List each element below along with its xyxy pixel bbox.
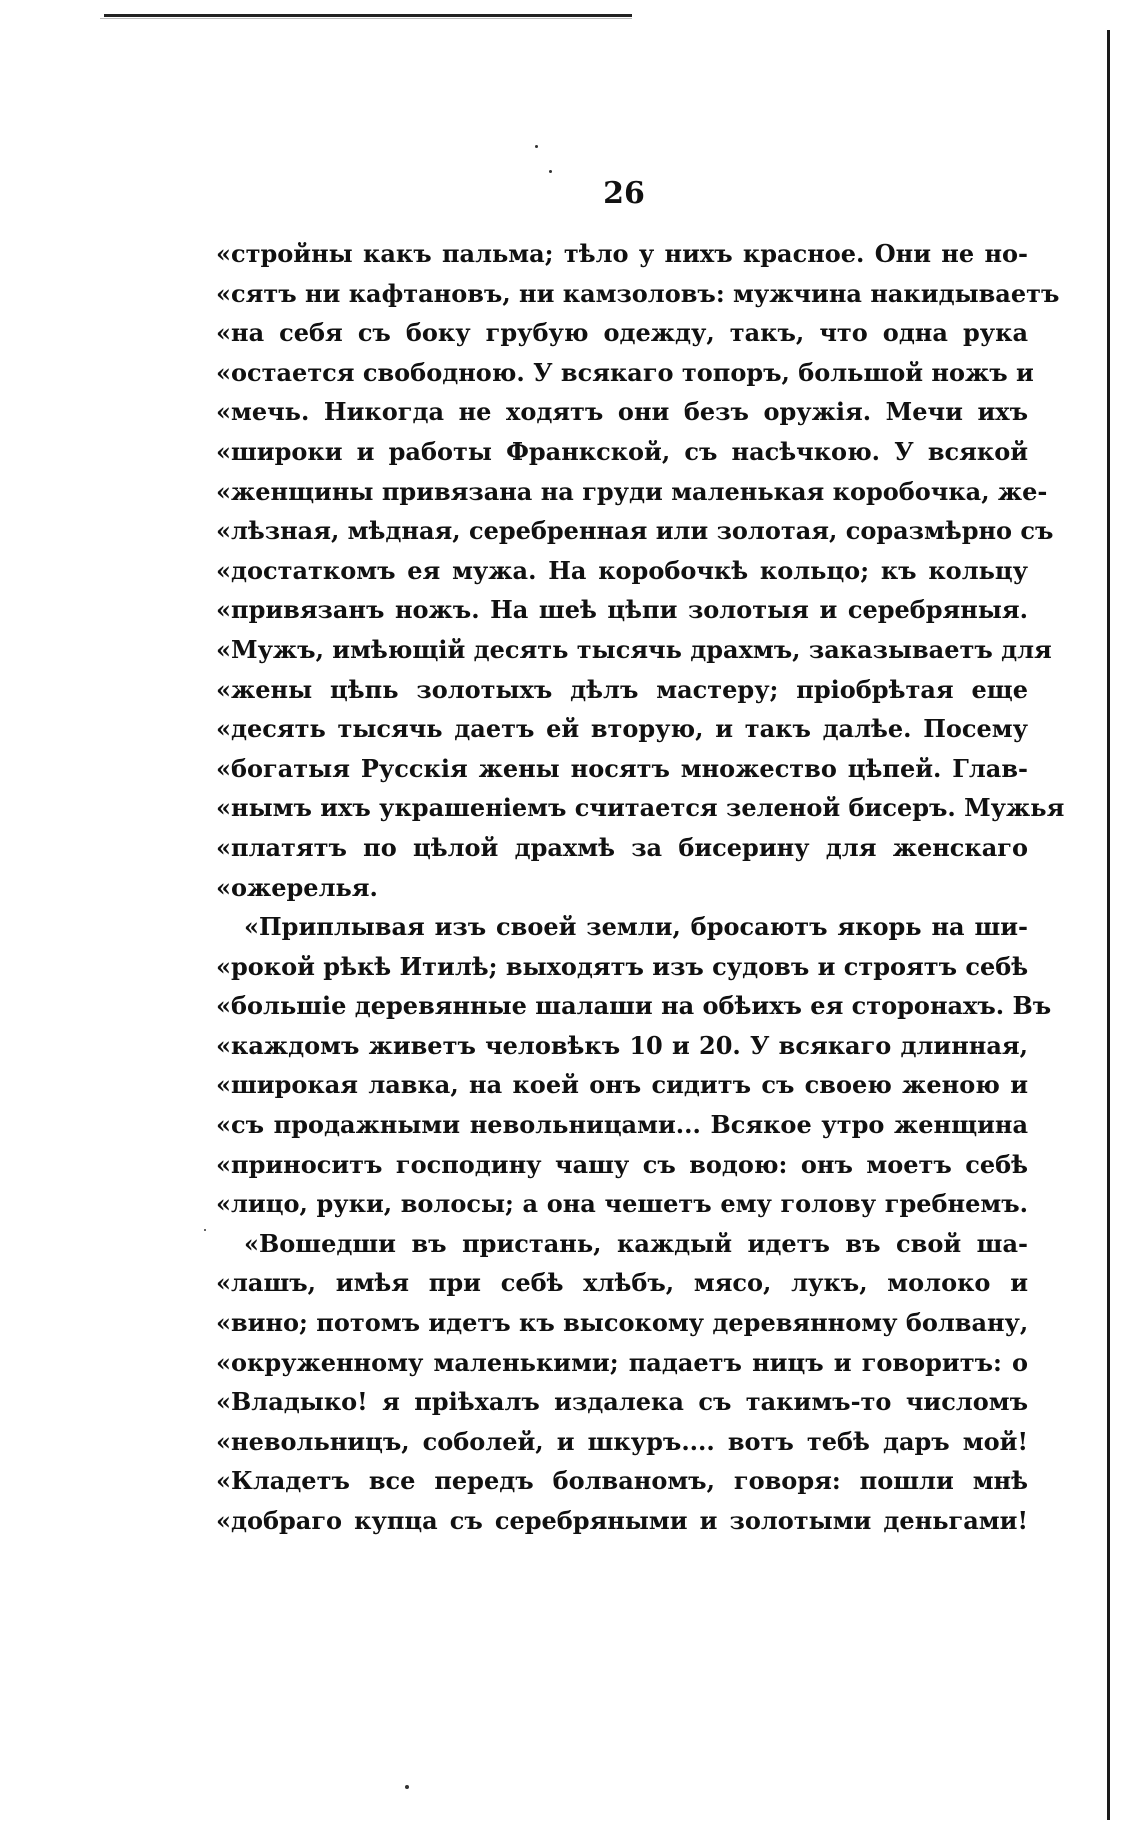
text-line: «платятъ по цѣлой драхмѣ за бисерину для женскаго xyxy=(216,832,1028,862)
scan-speck xyxy=(204,1229,206,1231)
text-line: «съ продажными невольницами... Всякое утро женщина xyxy=(216,1110,1028,1140)
body-text xyxy=(216,234,1065,1541)
top-rule-shadow xyxy=(100,18,632,19)
text-line: «лѣзная, мѣдная, серебренная или золотая, соразмѣрно съ xyxy=(216,516,1054,546)
text-line: «невольницъ, соболей, и шкуръ.... вотъ тебѣ даръ мой! xyxy=(216,1426,1028,1456)
page-edge-line xyxy=(1107,30,1110,1820)
text-line: «лашъ, имѣя при себѣ хлѣбъ, мясо, лукъ, молоко и xyxy=(216,1268,1028,1298)
text-line: «каждомъ живетъ человѣкъ 10 и 20. У всякаго длинная, xyxy=(216,1030,1028,1060)
text-line: «ожерелья. xyxy=(216,872,378,902)
text-line: «на себя съ боку грубую одежду, такъ, что одна рука xyxy=(216,318,1028,348)
text-line: «Владыко! я пріѣхалъ издалека съ такимъ-то числомъ xyxy=(216,1387,1028,1417)
text-line: «вино; потомъ идетъ къ высокому деревянному болвану, xyxy=(216,1308,1029,1338)
text-line: «Мужъ, имѣющій десять тысячь драхмъ, заказываетъ для xyxy=(216,634,1052,664)
paragraph-first-line: «Приплывая изъ своей земли, бросаютъ якорь на ши- xyxy=(244,912,1028,942)
text-line: «стройны какъ пальма; тѣло у нихъ красное. Они не но- xyxy=(216,239,1028,268)
text-line: «широкая лавка, на коей онъ сидитъ съ своею женою и xyxy=(216,1070,1028,1100)
scan-speck xyxy=(549,170,552,173)
text-line: «десять тысячь даетъ ей вторую, и такъ далѣе. Посему xyxy=(216,714,1028,744)
text-line: «большіе деревянные шалаши на обѣихъ ея сторонахъ. Въ xyxy=(216,991,1052,1021)
text-line: «достаткомъ ея мужа. На коробочкѣ кольцо; къ кольцу xyxy=(216,555,1028,585)
text-line: «жены цѣпь золотыхъ дѣлъ мастеру; пріобрѣтая еще xyxy=(216,674,1028,704)
text-line: «широки и работы Франкской, съ насѣчкою. У всякой xyxy=(216,436,1028,466)
scan-speck xyxy=(405,1785,409,1789)
text-line: «лицо, руки, волосы; а она чешетъ ему голову гребнемъ. xyxy=(216,1189,1028,1219)
text-line: «добраго купца съ серебряными и золотыми деньгами! xyxy=(216,1506,1028,1535)
paragraph-first-line: «Вошедши въ пристань, каждый идетъ въ свой ша- xyxy=(244,1228,1028,1258)
text-line: «Кладетъ все передъ болваномъ, говоря: пошли мнѣ xyxy=(216,1466,1028,1496)
top-rule xyxy=(104,14,632,17)
text-line: «привязанъ ножъ. На шеѣ цѣпи золотыя и серебряныя. xyxy=(216,595,1028,625)
text-line: «остается свободною. У всякаго топоръ, большой ножъ и xyxy=(216,357,1034,387)
text-line: «сятъ ни кафтановъ, ни камзоловъ: мужчина накидываетъ xyxy=(216,278,1060,308)
text-line: «мечь. Никогда не ходятъ они безъ оружія. Мечи ихъ xyxy=(216,397,1028,427)
text-line: «нымъ ихъ украшеніемъ считается зеленой бисеръ. Мужья xyxy=(216,793,1065,823)
page-number: 26 xyxy=(603,176,645,211)
scan-speck xyxy=(535,145,538,148)
text-line: «окруженному маленькими; падаетъ ницъ и говоритъ: о xyxy=(216,1347,1028,1377)
text-line: «приноситъ господину чашу съ водою: онъ моетъ себѣ xyxy=(216,1149,1028,1179)
text-line: «рокой рѣкѣ Итилѣ; выходятъ изъ судовъ и строятъ себѣ xyxy=(216,951,1029,981)
text-line: «женщины привязана на груди маленькая коробочка, же- xyxy=(216,476,1048,506)
text-line: «богатыя Русскія жены носятъ множество цѣпей. Глав- xyxy=(216,753,1028,783)
